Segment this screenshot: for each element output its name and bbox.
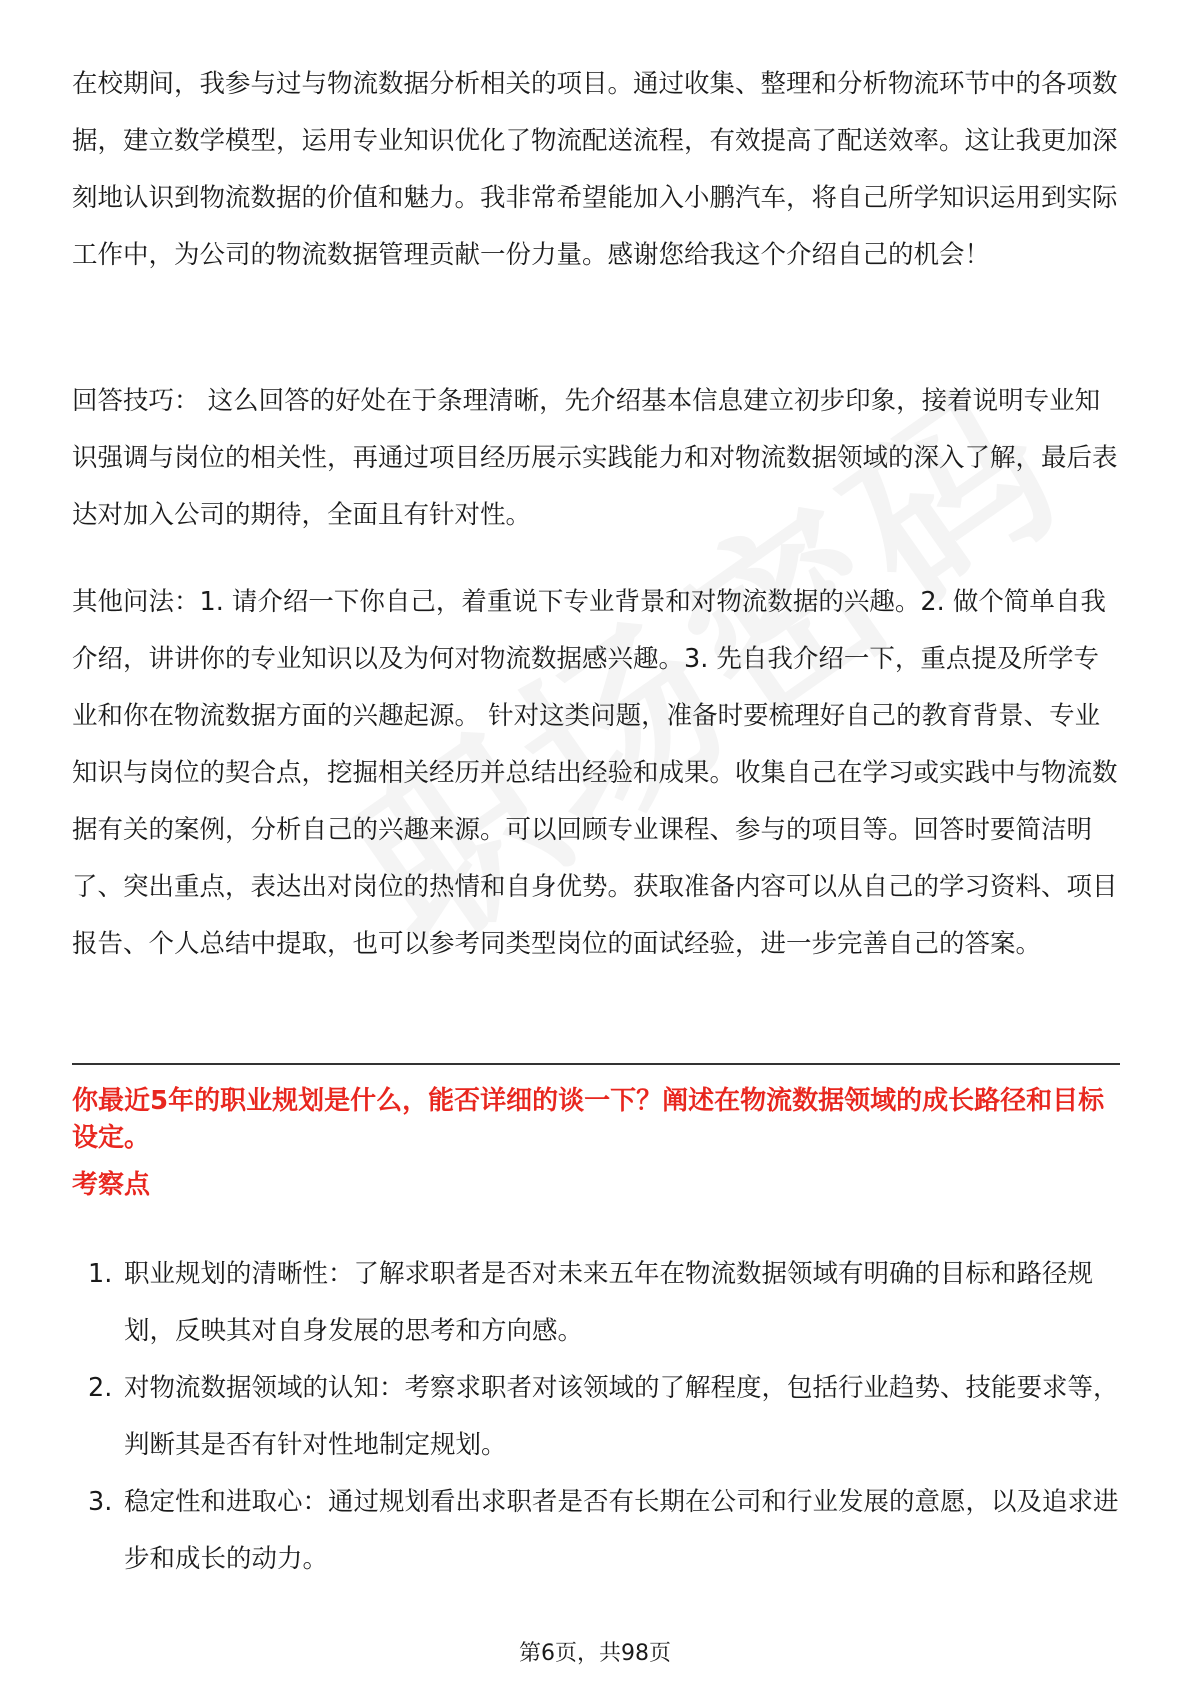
other-asks-paragraph: 其他问法：1. 请介绍一下你自己，着重说下专业背景和对物流数据的兴趣。2. 做个简单自我介绍，讲讲你的专业知识以及为何对物流数据感兴趣。3. 先自我介绍一下，重点提及所学专业和你在物流数据方面的兴趣起源。 针对这类问题，准备时要梳理好自己的教育背景、专业知识与岗位的契合点，挖掘相关经历并总结出经验和成果。收集自己在学习或实践中与物流数据有关的案例，分析自己的兴趣来源。可以回顾专业课程、参与的项目等。回答时要简洁明了、突出重点，表达出对岗位的热情和自身优势。获取准备内容可以从自己的学习资料、项目报告、个人总结中提取，也可以参考同类型岗位的面试经验，进一步完善自己的答案。 [72, 587, 1118, 959]
list-item [72, 1246, 1122, 1360]
page-footer: 第6页，共98页 [519, 1641, 671, 1666]
assessment-heading: 考察点 [72, 1170, 151, 1200]
intro-paragraph: 在校期间，我参与过与物流数据分析相关的项目。通过收集、整理和分析物流环节中的各项数据，建立数学模型，运用专业知识优化了物流配送流程，有效提高了配送效率。这让我更加深刻地认识到物流数据的价值和魅力。我非常希望能加入小鹏汽车，将自己所学知识运用到实际工作中，为公司的物流数据管理贡献一份力量。感谢您给我这个介绍自己的机会！ [72, 69, 1118, 270]
list-item-text: 职业规划的清晰性：了解求职者是否对未来五年在物流数据领域有明确的目标和路径规划，反映其对自身发展的思考和方向感。 [124, 1259, 1094, 1346]
assessment-points-list [72, 1246, 1122, 1588]
list-item-text: 对物流数据领域的认知：考察求职者对该领域的了解程度，包括行业趋势、技能要求等，判断其是否有针对性地制定规划。 [124, 1373, 1119, 1460]
answer-tips-paragraph: 回答技巧： 这么回答的好处在于条理清晰，先介绍基本信息建立初步印象，接着说明专业知识强调与岗位的相关性，再通过项目经历展示实践能力和对物流数据领域的深入了解，最后表达对加入公司的期待，全面且有针对性。 [72, 386, 1118, 530]
list-item-text: 稳定性和进取心：通过规划看出求职者是否有长期在公司和行业发展的意愿，以及追求进步和成长的动力。 [124, 1487, 1119, 1574]
section-divider [72, 1063, 1120, 1065]
list-item-number: 1. [88, 1259, 113, 1289]
list-item [72, 1360, 1122, 1474]
list-item-number: 3. [88, 1487, 113, 1517]
list-item-number: 2. [88, 1373, 113, 1403]
list-item [72, 1474, 1122, 1588]
question-title: 你最近5年的职业规划是什么，能否详细的谈一下？阐述在物流数据领域的成长路径和目标设定。 [72, 1086, 1105, 1153]
